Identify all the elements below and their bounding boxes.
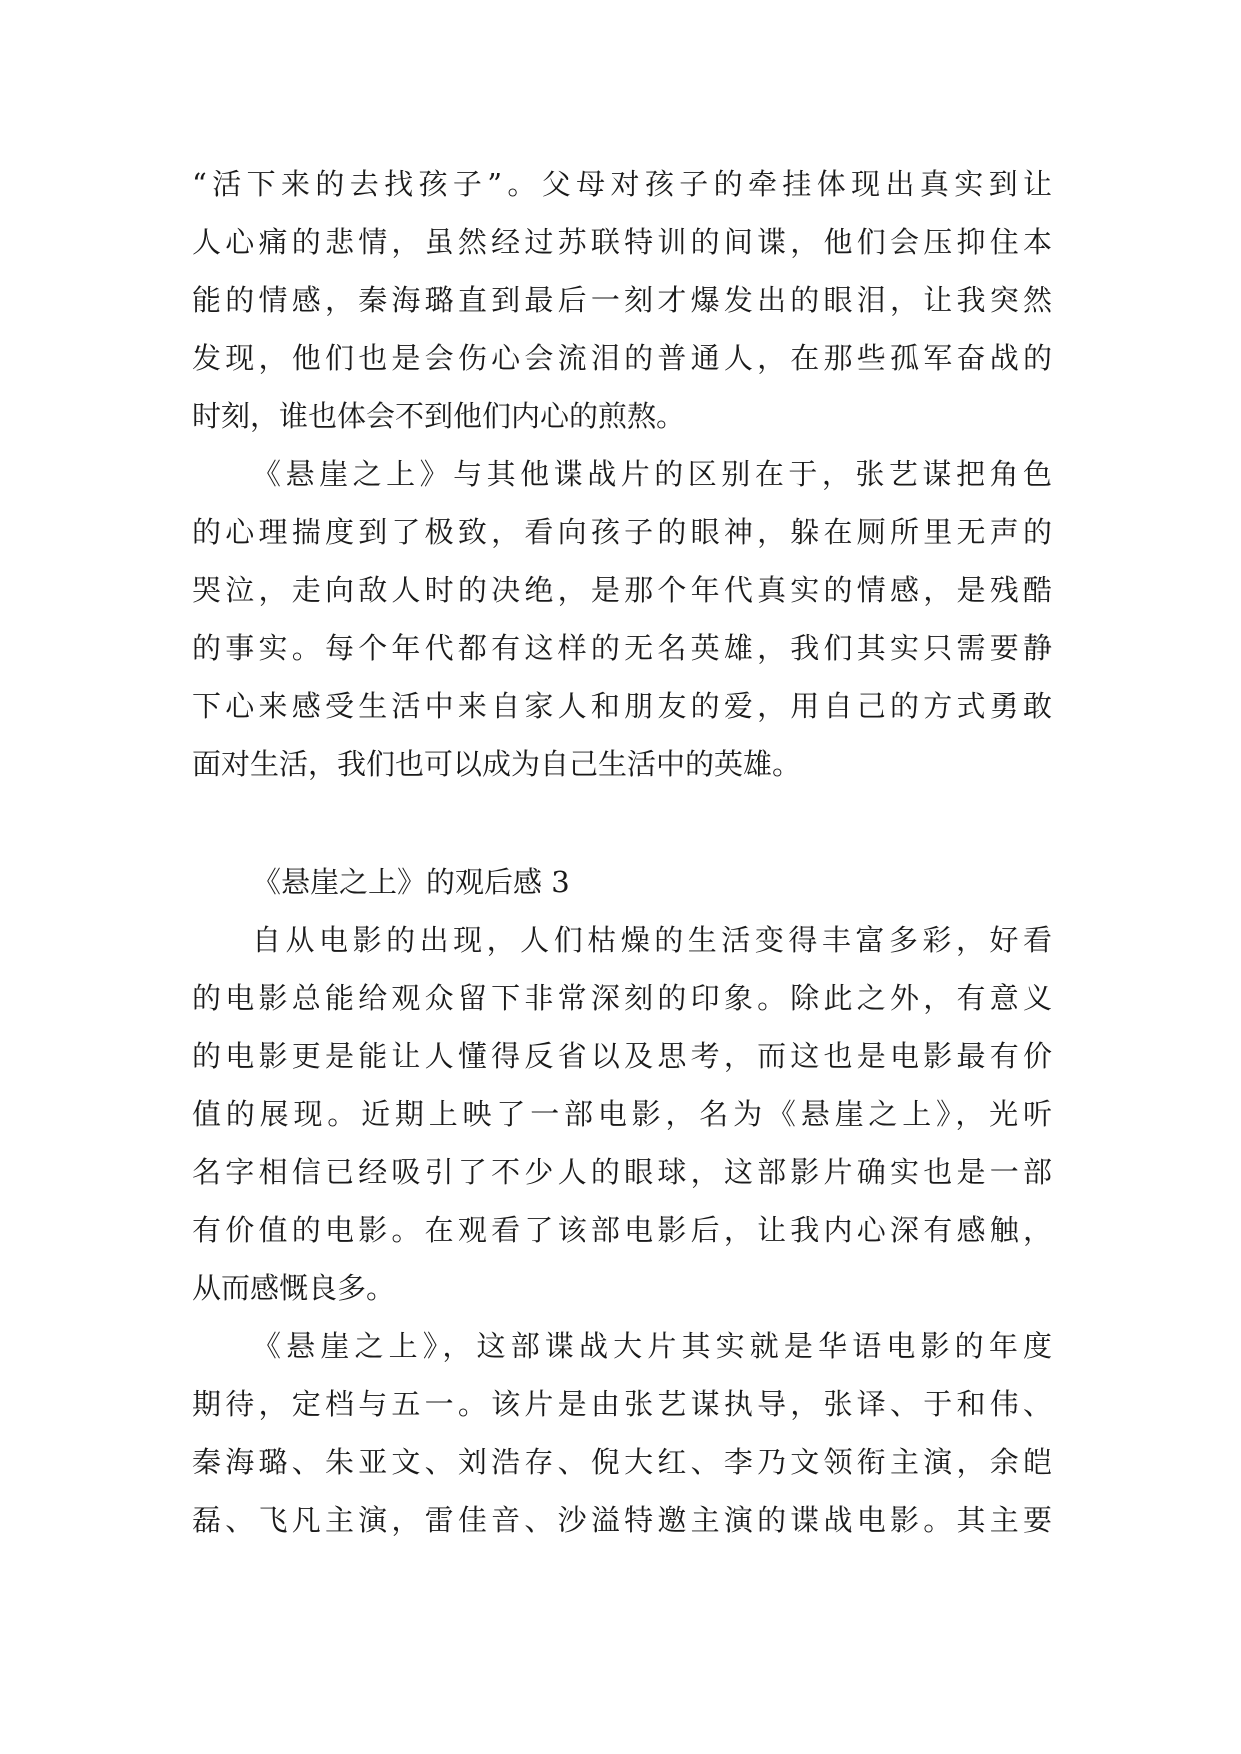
text-line: 磊、飞凡主演，雷佳音、沙溢特邀主演的谍战电影。其主要 <box>192 1503 1052 1537</box>
paragraph <box>192 155 1052 445</box>
text-line: 期待，定档与五一。该片是由张艺谋执导，张译、于和伟、 <box>192 1387 1052 1421</box>
text-line: 的电影总能给观众留下非常深刻的印象。除此之外，有意义 <box>192 981 1052 1015</box>
text-line: 从而感慨良多。 <box>192 1271 396 1305</box>
section-spacer <box>192 793 1052 853</box>
text-line: 发现，他们也是会伤心会流泪的普通人，在那些孤军奋战的 <box>192 341 1052 375</box>
text-line: “活下来的去找孩子”。父母对孩子的牵挂体现出真实到让 <box>192 167 1052 201</box>
text-line: 时刻，谁也体会不到他们内心的煎熬。 <box>192 399 686 433</box>
text-line: 哭泣，走向敌人时的决绝，是那个年代真实的情感，是残酷 <box>192 573 1052 607</box>
paragraph <box>192 1317 1052 1549</box>
text-line: 秦海璐、朱亚文、刘浩存、倪大红、李乃文领衔主演，余皑 <box>192 1445 1052 1479</box>
text-line: 《悬崖之上》，这部谍战大片其实就是华语电影的年度 <box>252 1329 1052 1363</box>
text-line: 的事实。每个年代都有这样的无名英雄，我们其实只需要静 <box>192 631 1052 665</box>
text-line: 《悬崖之上》与其他谍战片的区别在于，张艺谋把角色 <box>252 457 1052 491</box>
text-line: 的心理揣度到了极致，看向孩子的眼神，躲在厕所里无声的 <box>192 515 1052 549</box>
text-line: 人心痛的悲情，虽然经过苏联特训的间谍，他们会压抑住本 <box>192 225 1052 259</box>
paragraph <box>192 911 1052 1317</box>
document-body <box>192 155 1052 1549</box>
text-line: 面对生活，我们也可以成为自己生活中的英雄。 <box>192 747 802 781</box>
text-line: 能的情感，秦海璐直到最后一刻才爆发出的眼泪，让我突然 <box>192 283 1052 317</box>
section-heading: 《悬崖之上》的观后感 3 <box>252 865 570 899</box>
text-line: 有价值的电影。在观看了该部电影后，让我内心深有感触， <box>192 1213 1052 1247</box>
text-line: 名字相信已经吸引了不少人的眼球，这部影片确实也是一部 <box>192 1155 1052 1189</box>
text-line: 值的展现。近期上映了一部电影，名为《悬崖之上》，光听 <box>192 1097 1052 1131</box>
text-line: 下心来感受生活中来自家人和朋友的爱，用自己的方式勇敢 <box>192 689 1052 723</box>
paragraph <box>192 445 1052 793</box>
text-line: 的电影更是能让人懂得反省以及思考，而这也是电影最有价 <box>192 1039 1052 1073</box>
text-line: 自从电影的出现，人们枯燥的生活变得丰富多彩，好看 <box>252 923 1052 957</box>
